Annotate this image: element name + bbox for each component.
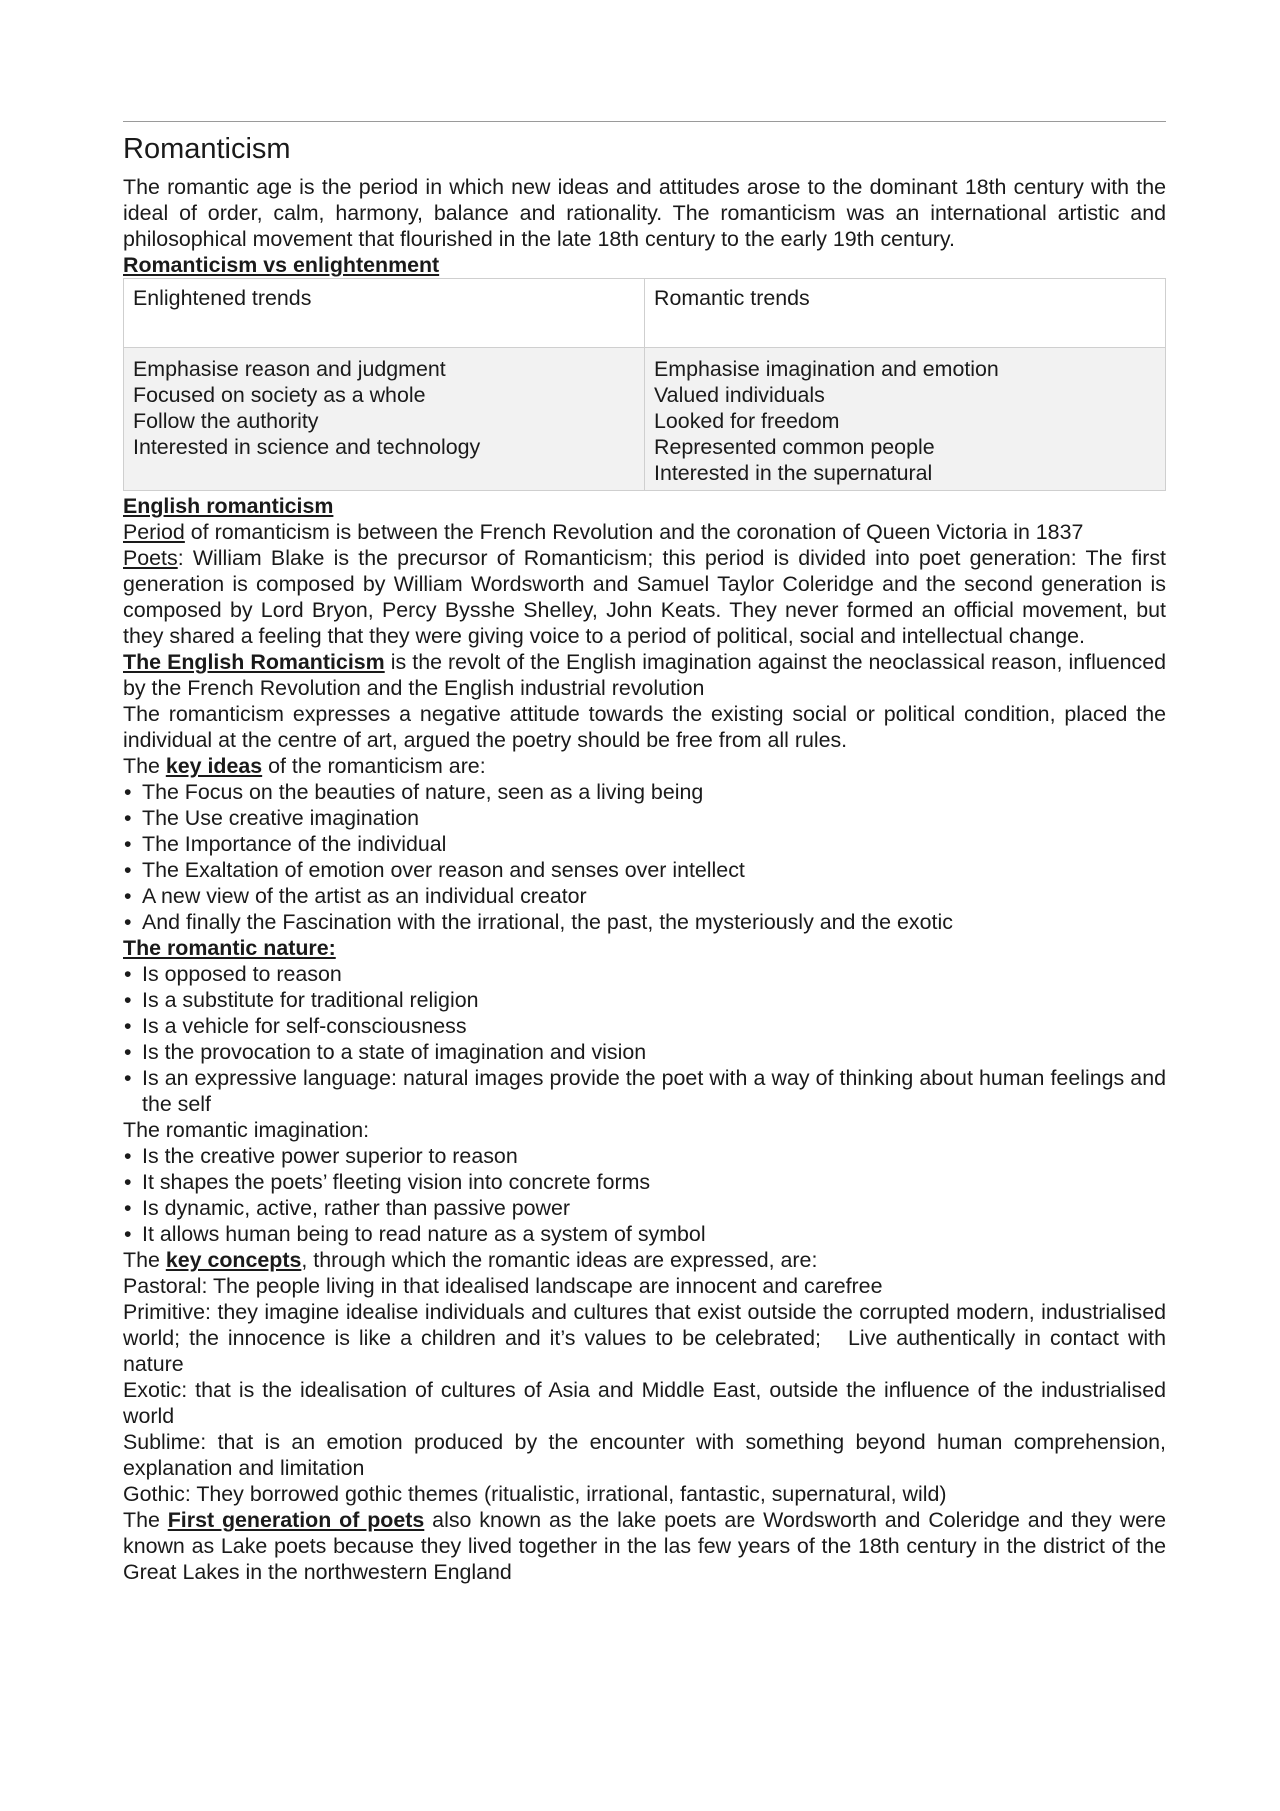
list-item: Emphasise reason and judgment bbox=[133, 357, 446, 381]
revolt-text: is the revolt of the English imagination against the neoclassical reason, influenced by the French Revolution and the English industrial revolution bbox=[123, 650, 1166, 700]
intro-paragraph: The romantic age is the period in which new ideas and attitudes arose to the dominant 18th century with the ideal of order, calm, harmony, balance and rationality. The romanticism was an international artistic and philosophical movement that flourished in the late 18th century to the early 19th century. bbox=[123, 175, 1166, 251]
list-item: • The Focus on the beauties of nature, seen as a living being bbox=[123, 779, 1166, 805]
attitude-paragraph: The romanticism expresses a negative attitude towards the existing social or political condition, placed the individual at the centre of art, argued the poetry should be free from all rules. bbox=[123, 702, 1166, 752]
first-generation-paragraph bbox=[123, 1507, 1166, 1585]
poets-paragraph bbox=[123, 545, 1166, 649]
list-item: • The Importance of the individual bbox=[123, 831, 1166, 857]
pastoral-paragraph: Pastoral: The people living in that idealised landscape are innocent and carefree bbox=[123, 1274, 883, 1298]
imagination-heading: The romantic imagination: bbox=[123, 1118, 370, 1142]
list-item: • Is opposed to reason bbox=[123, 961, 1166, 987]
list-item: • Is dynamic, active, rather than passive power bbox=[123, 1195, 1166, 1221]
key-concepts-label: key concepts bbox=[165, 1248, 302, 1272]
list-item: • The Use creative imagination bbox=[123, 805, 1166, 831]
list-item: • Is the creative power superior to reason bbox=[123, 1143, 1166, 1169]
list-item: Valued individuals bbox=[654, 383, 825, 407]
key-ideas-list bbox=[123, 779, 1166, 935]
key-concepts-pre: The bbox=[123, 1248, 166, 1272]
period-text: of romanticism is between the French Revolution and the coronation of Queen Victoria in 1837 bbox=[184, 520, 1084, 544]
english-heading: English romanticism bbox=[123, 494, 334, 518]
page-title: Romanticism bbox=[123, 133, 291, 165]
list-item: • A new view of the artist as an individual creator bbox=[123, 883, 1166, 909]
list-item: • Is a substitute for traditional religion bbox=[123, 987, 1166, 1013]
exotic-paragraph: Exotic: that is the idealisation of cultures of Asia and Middle East, outside the influence of the industrialised world bbox=[123, 1378, 1166, 1428]
poets-label: Poets bbox=[123, 546, 178, 570]
sublime-paragraph: Sublime: that is an emotion produced by the encounter with something beyond human comprehension, explanation and limitation bbox=[123, 1430, 1166, 1480]
first-gen-pre: The bbox=[123, 1508, 168, 1532]
key-ideas-intro bbox=[123, 753, 1166, 779]
first-gen-label: First generation of poets bbox=[167, 1508, 425, 1532]
document-page bbox=[123, 121, 1172, 1585]
list-item: Focused on society as a whole bbox=[133, 383, 426, 407]
list-item: • The Exaltation of emotion over reason and senses over intellect bbox=[123, 857, 1166, 883]
key-ideas-pre: The bbox=[123, 754, 166, 778]
first-gen-post: also known as the lake poets are Wordsworth and Coleridge and they were known as Lake poets because they lived together in the las few years of the 18th century in the district of the Great Lakes in the northwestern England bbox=[123, 1508, 1166, 1584]
list-item: Follow the authority bbox=[133, 409, 319, 433]
table-header-romantic: Romantic trends bbox=[645, 279, 1166, 348]
nature-heading: The romantic nature: bbox=[123, 936, 336, 960]
revolt-label: The English Romanticism bbox=[123, 650, 385, 674]
vs-heading: Romanticism vs enlightenment bbox=[123, 253, 440, 277]
nature-list bbox=[123, 961, 1166, 1117]
primitive-paragraph: Primitive: they imagine idealise individuals and cultures that exist outside the corrupted modern, industrialised world; the innocence is like a children and it’s values to be celebrated; Live authentically in contact with nature bbox=[123, 1300, 1172, 1376]
romantic-cell bbox=[645, 348, 1166, 491]
list-item: Interested in science and technology bbox=[133, 435, 481, 459]
key-concepts-post: , through which the romantic ideas are expressed, are: bbox=[301, 1248, 818, 1272]
key-concepts-intro bbox=[123, 1247, 1166, 1273]
list-item: • It allows human being to read nature as a system of symbol bbox=[123, 1221, 1166, 1247]
list-item: • And finally the Fascination with the irrational, the past, the mysteriously and the exotic bbox=[123, 909, 1166, 935]
list-item: • Is a vehicle for self-consciousness bbox=[123, 1013, 1166, 1039]
period-label: Period bbox=[123, 520, 185, 544]
poets-text: : William Blake is the precursor of Romanticism; this period is divided into poet generation: The first generation is composed by William Wordsworth and Samuel Taylor Coleridge and the second generation is composed by Lord Bryon, Percy Bysshe Shelley, John Keats. They never formed an official movement, but they shared a feeling that they were giving voice to a period of political, social and intellectual change. bbox=[123, 546, 1166, 648]
list-item: • It shapes the poets’ fleeting vision into concrete forms bbox=[123, 1169, 1166, 1195]
revolt-paragraph bbox=[123, 649, 1166, 701]
gothic-paragraph: Gothic: They borrowed gothic themes (ritualistic, irrational, fantastic, supernatural, wild) bbox=[123, 1482, 947, 1506]
comparison-table bbox=[123, 278, 1166, 491]
table-header-enlightened: Enlightened trends bbox=[124, 279, 645, 348]
enlightened-cell bbox=[124, 348, 645, 491]
list-item: • Is an expressive language: natural images provide the poet with a way of thinking about human feelings and the self bbox=[123, 1065, 1166, 1117]
period-paragraph bbox=[123, 519, 1166, 545]
top-rule bbox=[123, 121, 1166, 122]
list-item: Interested in the supernatural bbox=[654, 461, 933, 485]
key-ideas-post: of the romanticism are: bbox=[262, 754, 486, 778]
list-item: Represented common people bbox=[654, 435, 935, 459]
list-item: Emphasise imagination and emotion bbox=[654, 357, 999, 381]
list-item: • Is the provocation to a state of imagination and vision bbox=[123, 1039, 1166, 1065]
list-item: Looked for freedom bbox=[654, 409, 840, 433]
key-ideas-label: key ideas bbox=[165, 754, 263, 778]
imagination-list bbox=[123, 1143, 1166, 1247]
